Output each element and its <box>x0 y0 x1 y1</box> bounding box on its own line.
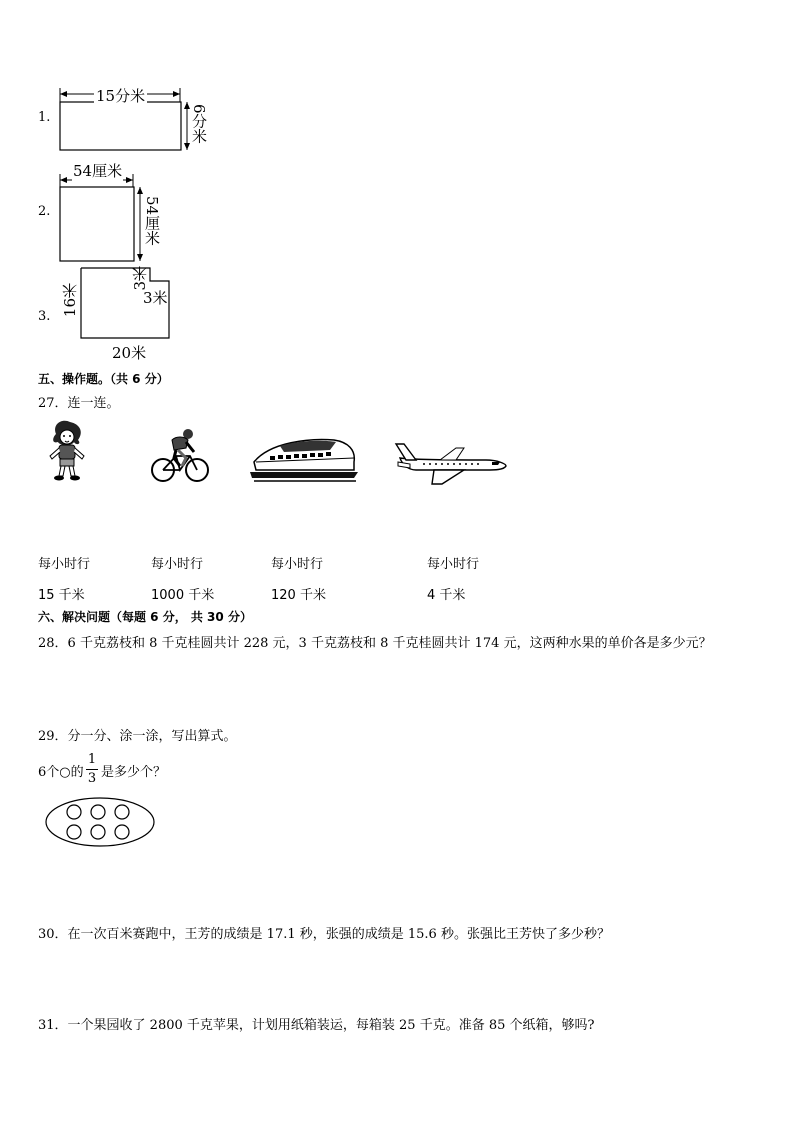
cyclist-icon <box>150 426 210 484</box>
figure-1-top-label: 15分米 <box>96 87 146 105</box>
fraction-bar <box>86 769 98 770</box>
figure-3-notch-vertical-label: 3米 <box>131 266 149 291</box>
circles-oval-figure <box>44 796 156 848</box>
speed-option-4-value: 4 千米 <box>427 588 466 603</box>
speed-option-2-line1: 每小时行 <box>151 557 204 572</box>
fraction <box>86 752 98 787</box>
speed-option-3-line1: 每小时行 <box>271 557 324 572</box>
fraction-numerator: 1 <box>87 752 97 767</box>
question-29-prefix: 6个○的 <box>38 765 84 780</box>
section-6-title: 六、解决问题（每题 6 分， 共 30 分） <box>38 610 252 624</box>
speed-option-4-line1: 每小时行 <box>427 557 480 572</box>
figure-3-notch-horizontal-label: 3米 <box>143 289 168 307</box>
speed-option-2-value: 1000 千米 <box>151 588 215 603</box>
figure-1-side-label: 6分米 <box>190 104 208 144</box>
figure-2-side-label: 54厘米 <box>143 196 161 246</box>
figure-3-number: 3. <box>38 309 51 324</box>
question-27-text: 27．连一连。 <box>38 396 120 411</box>
speed-option-1-line1: 每小时行 <box>38 557 91 572</box>
speed-option-3-value: 120 千米 <box>271 588 326 603</box>
section-5-title: 五、操作题。（共 6 分） <box>38 372 169 386</box>
figure-1-number: 1. <box>38 110 51 125</box>
figure-2-top-label: 54厘米 <box>73 162 123 180</box>
question-31-text: 31．一个果园收了 2800 千克苹果，计划用纸箱装运，每箱装 25 千克。准备 85 个纸箱，够吗? <box>38 1018 595 1033</box>
train-icon <box>250 434 358 484</box>
child-walking-icon <box>46 420 90 482</box>
figure-3-left-label: 16米 <box>61 283 79 318</box>
figure-2-number: 2. <box>38 204 51 219</box>
speed-option-1-value: 15 千米 <box>38 588 85 603</box>
airplane-icon <box>394 442 508 486</box>
figure-3-bottom-label: 20米 <box>112 344 147 362</box>
question-29-text: 29．分一分、涂一涂，写出算式。 <box>38 729 237 744</box>
fraction-denominator: 3 <box>87 771 97 786</box>
question-30-text: 30．在一次百米赛跑中，王芳的成绩是 17.1 秒，张强的成绩是 15.6 秒。张强比王芳快了多少秒？ <box>38 927 610 942</box>
question-28-text: 28．6 千克荔枝和 8 千克桂圆共计 228 元，3 千克荔枝和 8 千克桂圆共计 174 元，这两种水果的单价各是多少元？ <box>38 636 712 651</box>
question-29-suffix: 是多少个？ <box>101 765 167 780</box>
